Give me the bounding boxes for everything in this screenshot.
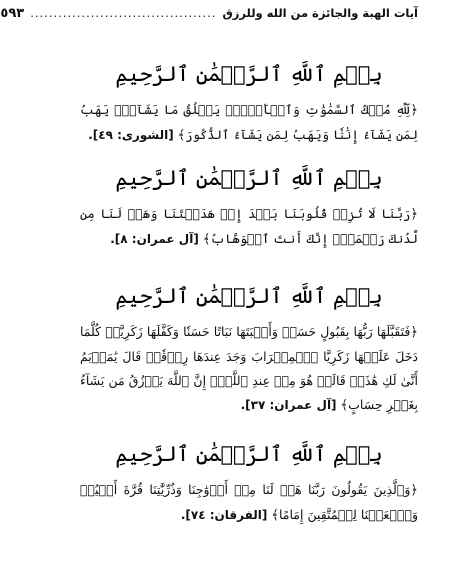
verse-close-bracket: ﴾ <box>177 128 186 143</box>
verse-text: فَتَقَبَّلَهَا رَبُّهَا بِقَبُولٍ حَسَنٖ وَأَنۢبَتَهَا نَبَاتًا حَسَنٗا وَكَفَّلَهَا زَكَرِيَّاۖ كُلَّمَا دَخَلَ عَلَيۡهَا زَكَرِيَّا ٱلۡمِحۡرَابَ وَجَدَ عِندَهَا رِزۡقٗاۖ قَالَ يَٰمَرۡيَمُ أَنَّىٰ لَكِ هَٰذَاۖ قَالَتۡ هُوَ مِنۡ عِندِ ٱللَّهِۖ إِنَّ ٱللَّهَ يَرۡزُقُ مَن يَشَآءُ بِغَيۡرِ حِسَابٍ <box>80 324 418 412</box>
verse-section-3 <box>80 282 418 418</box>
verse-open-bracket: ﴿ <box>410 103 418 118</box>
quran-verse <box>80 98 418 148</box>
verse-reference: [الفرقان: ٧٤]. <box>180 508 268 522</box>
verse-text: وَٱلَّذِينَ يَقُولُونَ رَبَّنَا هَبۡ لَنَا مِنۡ أَزۡوَٰجِنَا وَذُرِّيَّٰتِنَا قُرَّةَ أَعۡيُنٖ وَٱجۡعَلۡنَا لِلۡمُتَّقِينَ إِمَامًا <box>80 482 418 522</box>
basmala-heading: بِسۡمِ ٱللَّهِ ٱلرَّحۡمَٰنِ ٱلرَّحِيمِ <box>115 166 383 190</box>
basmala-heading: بِسۡمِ ٱللَّهِ ٱلرَّحۡمَٰنِ ٱلرَّحِيمِ <box>115 442 383 466</box>
verse-open-bracket: ﴿ <box>410 483 418 498</box>
basmala-heading: بِسۡمِ ٱللَّهِ ٱلرَّحۡمَٰنِ ٱلرَّحِيمِ <box>115 284 383 308</box>
verse-close-bracket: ﴾ <box>202 232 211 247</box>
verse-open-bracket: ﴿ <box>410 325 418 340</box>
verse-reference: [آل عمران: ٣٧]. <box>240 398 337 412</box>
quran-verse <box>80 478 418 528</box>
verse-section-1 <box>80 60 418 148</box>
verse-reference: [الشورى: ٤٩]. <box>88 128 174 142</box>
verse-open-bracket: ﴿ <box>410 207 418 222</box>
verse-reference: [آل عمران: ٨]. <box>110 232 199 246</box>
header-leader-dots: ........................................ <box>30 6 217 20</box>
quran-verse <box>80 202 418 252</box>
page-number: ٥٩٣ <box>0 6 25 21</box>
verse-close-bracket: ﴾ <box>271 508 279 523</box>
running-header <box>0 6 418 30</box>
verse-close-bracket: ﴾ <box>340 398 349 413</box>
verse-text: رَبَّنَا لَا تُزِغۡ قُلُوبَنَا بَعۡدَ إِذۡ هَدَيۡتَنَا وَهَبۡ لَنَا مِن لَّدُنكَ رَحۡمَةًۚ إِنَّكَ أَنتَ ٱلۡوَهَّابُ <box>80 206 418 246</box>
basmala-heading: بِسۡمِ ٱللَّهِ ٱلرَّحۡمَٰنِ ٱلرَّحِيمِ <box>115 62 383 86</box>
header-title: آيات الهبة والجائزة من الله وللرزق <box>222 6 418 20</box>
verse-section-2 <box>80 164 418 252</box>
verse-text: لِّلَّهِ مُلۡكُ ٱلسَّمَٰوَٰتِ وَٱلۡأَرۡضِۚ يَخۡلُقُ مَا يَشَآءُۚ يَهَبُ لِمَن يَشَآءُ إِنَٰثٗا وَيَهَبُ لِمَن يَشَآءُ ٱلذُّكُورَ <box>80 102 418 142</box>
verse-section-4 <box>80 440 418 528</box>
quran-verse <box>80 320 418 418</box>
